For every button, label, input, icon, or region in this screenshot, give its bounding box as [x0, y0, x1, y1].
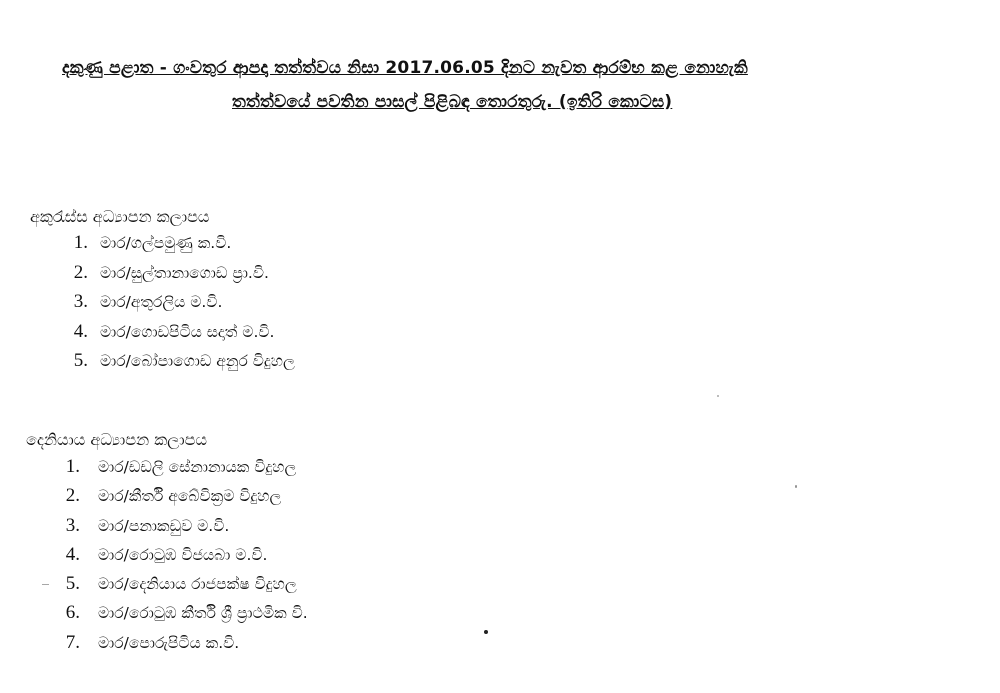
item-number: 5. [73, 350, 88, 371]
school-name: මාර/අතුරලිය ම.වි. [100, 293, 223, 311]
school-name: මාර/කීර්ති අබේවික්‍රම විදුහල [98, 487, 282, 506]
section-heading-deniyaya: දෙනියාය අධ්‍යාපන කලාපය [26, 430, 207, 449]
list-item [62, 602, 308, 631]
list-item [62, 456, 308, 485]
item-number: 2. [65, 485, 80, 507]
list-item [62, 485, 308, 514]
list-item [70, 232, 295, 262]
item-number: 5. [65, 573, 80, 595]
document-title-line-1: දකුණු පළාත - ගංවතුර ආපදා තත්ත්වය නිසා 2017.06.05 දිනට නැවත ආරම්භ කළ නොහැකි [62, 58, 748, 78]
school-name: මාර/රොටුඹ විජයබා ම.වි. [98, 545, 268, 564]
school-name: මාර/ගල්පමුණු ක.වි. [100, 234, 232, 252]
section-heading-akuressa: අකුරැස්ස අධ්‍යාපන කලාපය [30, 207, 210, 226]
list-item [62, 515, 308, 544]
item-number: 1. [65, 456, 80, 477]
item-number: 3. [73, 291, 88, 312]
list-item [70, 350, 295, 380]
item-number: 6. [65, 602, 80, 624]
school-name: මාර/සුල්තානාගොඩ ප්‍රා.වි. [100, 263, 269, 282]
school-name: මාර/දෙනියාය රාජපක්ෂ විදුහල [98, 575, 297, 594]
list-item [70, 291, 295, 321]
scan-speck [717, 395, 719, 397]
school-name: මාර/රොටුඹ කීර්ති ශ්‍රී ප්‍රාථමික වි. [98, 604, 308, 623]
list-item [70, 321, 295, 351]
item-number: 4. [65, 543, 80, 565]
document-title-line-2: තත්ත්වයේ පවතින පාසල් පිළිබඳ තොරතුරු. (ඉතිරි කොටස) [232, 92, 673, 112]
school-name: මාර/ඩඩලි සේනානායක විදුහල [98, 458, 297, 476]
scan-speck [795, 485, 797, 488]
school-list-akuressa [70, 232, 295, 380]
list-item [62, 632, 308, 661]
scan-speck [484, 630, 488, 634]
school-list-deniyaya [62, 456, 308, 661]
item-number: 4. [73, 320, 88, 342]
item-number: 1. [73, 232, 88, 253]
item-number: 2. [73, 261, 88, 283]
list-item [62, 544, 308, 573]
scan-speck [42, 584, 49, 585]
list-item [70, 262, 295, 292]
list-item [62, 573, 308, 602]
school-name: මාර/බෝපාගොඩ අනුර විදුහල [100, 352, 295, 370]
item-number: 7. [65, 631, 80, 653]
item-number: 3. [65, 514, 80, 536]
school-name: මාර/පනාකඩුව ම.වි. [98, 516, 230, 535]
school-name: මාර/ගොඩපිටිය සදාත් ම.වි. [100, 322, 275, 341]
school-name: මාර/පොරුපිටිය ක.වි. [98, 633, 240, 652]
